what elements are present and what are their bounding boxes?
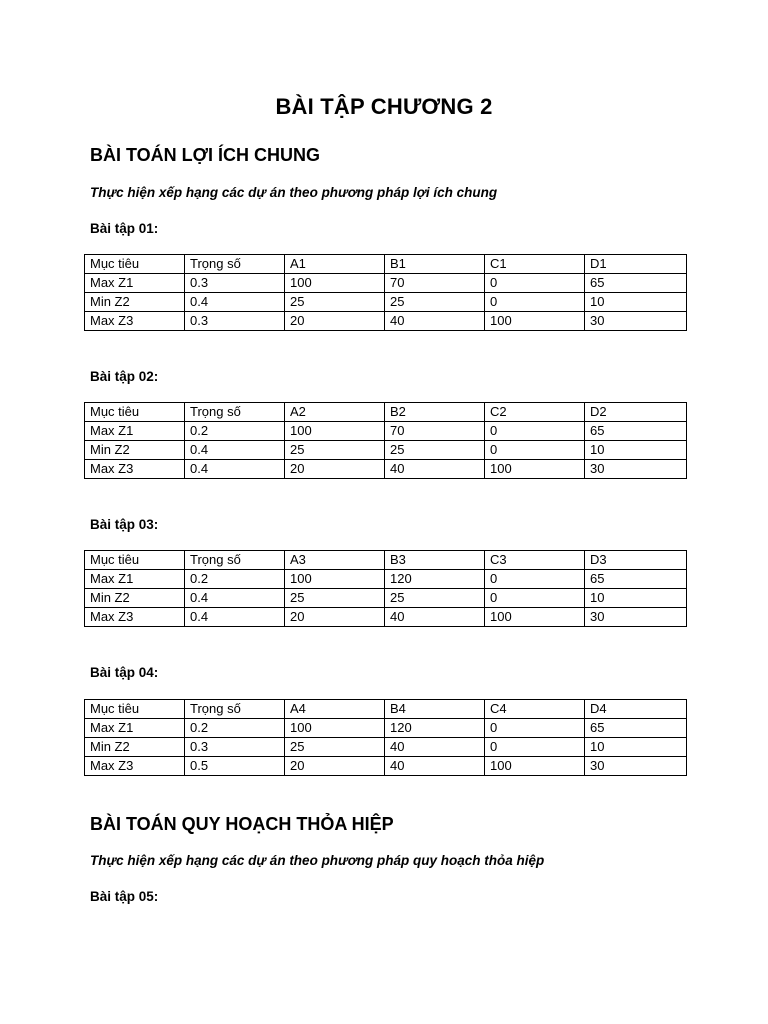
exercise-label-05: Bài tập 05: [90, 889, 159, 904]
table-header-cell: A4 [285, 700, 385, 719]
table-header-cell: D2 [585, 403, 687, 422]
section-heading-quy-hoach-thoa-hiep: BÀI TOÁN QUY HOẠCH THỎA HIỆP [90, 814, 394, 834]
page-title: BÀI TẬP CHƯƠNG 2 [275, 94, 493, 119]
table-cell: 25 [385, 589, 485, 608]
table-cell: 0.4 [185, 460, 285, 479]
table-header-cell: D3 [585, 551, 687, 570]
exercise-table-02 [84, 402, 687, 479]
table-cell: 0.2 [185, 719, 285, 738]
table-cell: Max Z1 [85, 719, 185, 738]
table-cell: 120 [385, 719, 485, 738]
table-cell: 25 [285, 589, 385, 608]
table-cell: 0 [485, 719, 585, 738]
table-cell: 40 [385, 608, 485, 627]
table-cell: 100 [485, 460, 585, 479]
table-header-cell: Trọng số [185, 551, 285, 570]
table-cell: 0.3 [185, 738, 285, 757]
exercise-table-01 [84, 254, 687, 331]
table-header-cell: A1 [285, 255, 385, 274]
table-cell: 0.5 [185, 757, 285, 776]
table-cell: 70 [385, 422, 485, 441]
table-row [85, 460, 687, 479]
table-header-cell: Trọng số [185, 255, 285, 274]
table-cell: 0.4 [185, 608, 285, 627]
table-header-row [85, 700, 687, 719]
exercise-label-02: Bài tập 02: [90, 369, 159, 384]
section-instruction-loi-ich-chung: Thực hiện xếp hạng các dự án theo phương pháp lợi ích chung [90, 185, 498, 200]
table-cell: Max Z3 [85, 460, 185, 479]
table-cell: 40 [385, 738, 485, 757]
table-header-cell: Mục tiêu [85, 255, 185, 274]
table-header-cell: A3 [285, 551, 385, 570]
table-cell: Min Z2 [85, 293, 185, 312]
table-cell: 25 [385, 293, 485, 312]
table-cell: 0.4 [185, 441, 285, 460]
table-header-cell: B1 [385, 255, 485, 274]
table-header-cell: A2 [285, 403, 385, 422]
table-cell: 100 [285, 570, 385, 589]
section-instruction-quy-hoach-thoa-hiep: Thực hiện xếp hạng các dự án theo phương pháp quy hoạch thỏa hiệp [90, 853, 545, 868]
table-cell: 0 [485, 422, 585, 441]
table-header-cell: C1 [485, 255, 585, 274]
table-cell: 120 [385, 570, 485, 589]
table-cell: Min Z2 [85, 738, 185, 757]
table-cell: 30 [585, 460, 687, 479]
table-cell: 65 [585, 422, 687, 441]
table-cell: 20 [285, 608, 385, 627]
table-row [85, 608, 687, 627]
table-cell: 40 [385, 757, 485, 776]
table-header-row [85, 255, 687, 274]
table-cell: 40 [385, 312, 485, 331]
table-cell: Max Z3 [85, 312, 185, 331]
exercise-label-04: Bài tập 04: [90, 665, 159, 680]
exercise-table-04 [84, 699, 687, 776]
table-row [85, 312, 687, 331]
table-header-cell: D4 [585, 700, 687, 719]
table-header-cell: Trọng số [185, 403, 285, 422]
table-cell: 30 [585, 757, 687, 776]
table-cell: 65 [585, 274, 687, 293]
table-cell: 10 [585, 441, 687, 460]
table-header-cell: Mục tiêu [85, 700, 185, 719]
table-header-cell: B2 [385, 403, 485, 422]
table-cell: Max Z3 [85, 608, 185, 627]
table-cell: 100 [285, 274, 385, 293]
table-cell: 25 [285, 441, 385, 460]
table-cell: 25 [285, 293, 385, 312]
table-cell: 10 [585, 738, 687, 757]
table-cell: 0 [485, 738, 585, 757]
table-cell: 10 [585, 293, 687, 312]
table-header-cell: Mục tiêu [85, 403, 185, 422]
table-header-cell: Mục tiêu [85, 551, 185, 570]
table-row [85, 293, 687, 312]
table-cell: Min Z2 [85, 589, 185, 608]
table-cell: 0 [485, 293, 585, 312]
table-cell: 0.2 [185, 422, 285, 441]
exercise-label-01: Bài tập 01: [90, 221, 159, 236]
table-cell: 20 [285, 460, 385, 479]
table-cell: 0.2 [185, 570, 285, 589]
table-cell: Max Z3 [85, 757, 185, 776]
table-cell: 100 [485, 608, 585, 627]
table-cell: 30 [585, 312, 687, 331]
section-heading-loi-ich-chung: BÀI TOÁN LỢI ÍCH CHUNG [90, 145, 321, 165]
table-cell: 65 [585, 719, 687, 738]
table-cell: 25 [285, 738, 385, 757]
table-header-cell: B3 [385, 551, 485, 570]
table-cell: 70 [385, 274, 485, 293]
table-cell: 0.4 [185, 589, 285, 608]
table-cell: 0.3 [185, 312, 285, 331]
table-row [85, 422, 687, 441]
table-cell: 40 [385, 460, 485, 479]
table-row [85, 757, 687, 776]
table-row [85, 570, 687, 589]
table-header-cell: C2 [485, 403, 585, 422]
table-cell: 20 [285, 312, 385, 331]
table-cell: 100 [285, 719, 385, 738]
table-header-cell: C3 [485, 551, 585, 570]
table-cell: 0.3 [185, 274, 285, 293]
table-row [85, 589, 687, 608]
table-cell: 100 [485, 312, 585, 331]
table-row [85, 738, 687, 757]
table-cell: 20 [285, 757, 385, 776]
table-cell: 0 [485, 274, 585, 293]
exercise-label-03: Bài tập 03: [90, 517, 159, 532]
table-cell: 10 [585, 589, 687, 608]
table-cell: Max Z1 [85, 422, 185, 441]
table-cell: 0 [485, 570, 585, 589]
exercise-table-03 [84, 550, 687, 627]
table-cell: Max Z1 [85, 570, 185, 589]
table-cell: 0.4 [185, 293, 285, 312]
table-cell: Min Z2 [85, 441, 185, 460]
table-header-cell: D1 [585, 255, 687, 274]
table-row [85, 274, 687, 293]
table-header-row [85, 403, 687, 422]
table-header-cell: B4 [385, 700, 485, 719]
table-header-cell: Trọng số [185, 700, 285, 719]
table-cell: Max Z1 [85, 274, 185, 293]
table-header-cell: C4 [485, 700, 585, 719]
table-cell: 65 [585, 570, 687, 589]
table-cell: 30 [585, 608, 687, 627]
table-cell: 0 [485, 589, 585, 608]
table-header-row [85, 551, 687, 570]
table-cell: 100 [285, 422, 385, 441]
table-cell: 25 [385, 441, 485, 460]
table-row [85, 441, 687, 460]
table-cell: 0 [485, 441, 585, 460]
table-cell: 100 [485, 757, 585, 776]
table-row [85, 719, 687, 738]
